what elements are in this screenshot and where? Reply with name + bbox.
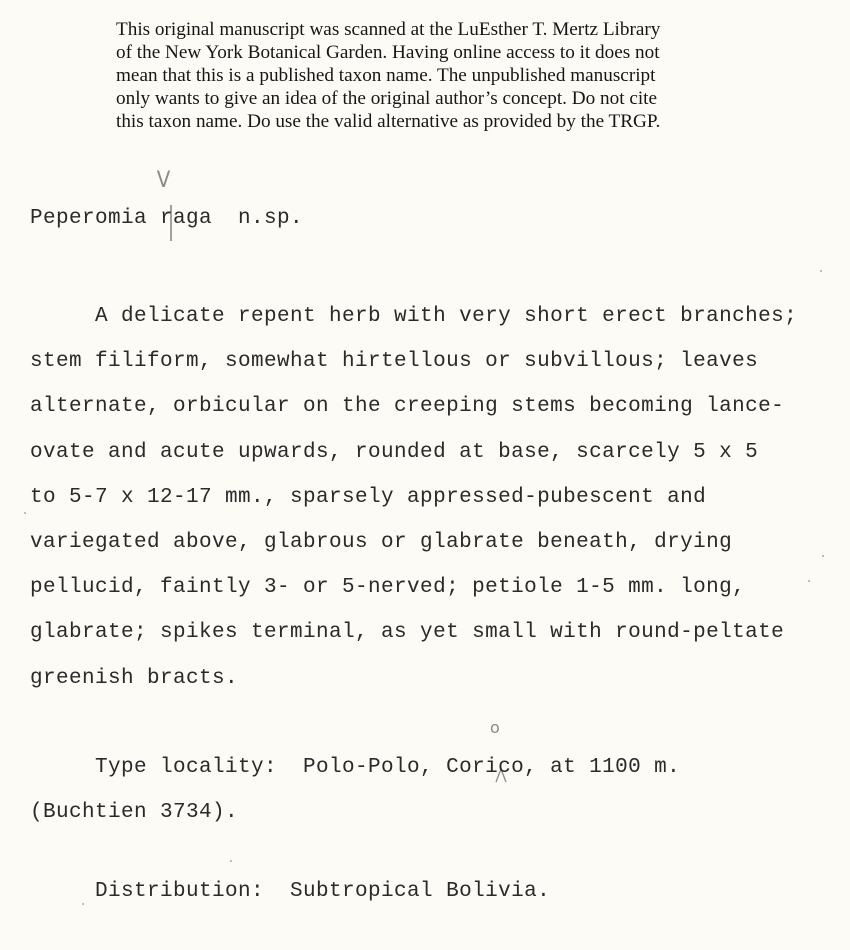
paper-speck: [808, 580, 810, 582]
paper-speck: [822, 555, 824, 557]
paper-speck: [24, 512, 26, 514]
type-locality: Type locality: Polo-Polo, Corico, at 1100 m. (Buchtien 3734).: [30, 756, 681, 824]
pencil-correction-mark: V: [156, 168, 171, 193]
pencil-insert-letter: o: [490, 718, 500, 737]
taxon-title: Peperomia raga n.sp.: [30, 207, 304, 230]
species-description: A delicate repent herb with very short erect branches; stem filiform, somewhat hirtellous or subvillous; leaves alternate, orbicular on the creeping stems becoming lance- ovate and acute upwards, rounded at base, scarcely 5 x 5 to 5-7 x 12-17 mm., sparsely appressed-pubescent and variegated above, glabrous or glabrate beneath, drying pellucid, faintly 3- or 5-nerved; petiole 1-5 mm. long, glabrate; spikes terminal, as yet small with round-peltate greenish bracts.: [30, 305, 798, 690]
library-disclaimer: This original manuscript was scanned at the LuEsther T. Mertz Library of the New York Botanical Garden. Having online access to it does not mean that this is a published taxon name. The unpublished manuscript only wants to give an idea of the original author’s concept. Do not cite this taxon name. Do use the valid alternative as provided by the TRGP.: [116, 19, 661, 132]
paper-speck: [820, 270, 822, 272]
distribution: Distribution: Subtropical Bolivia.: [30, 880, 551, 903]
paper-speck: [82, 903, 84, 905]
paper-speck: [230, 860, 232, 862]
